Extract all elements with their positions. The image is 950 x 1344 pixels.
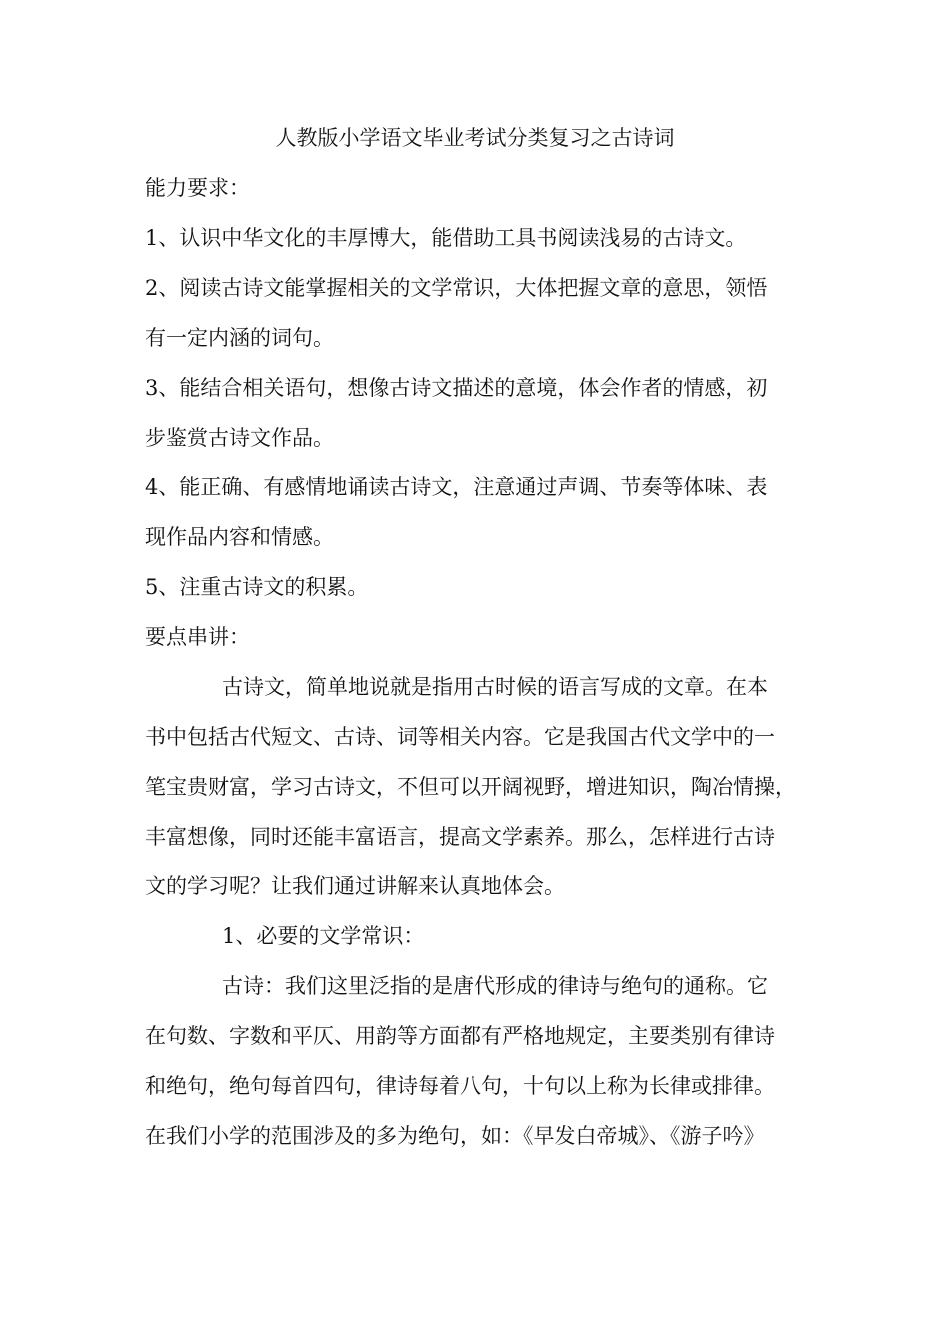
paragraph-poetry-line-4: 在我们小学的范围涉及的多为绝句，如：《早发白帝城》、《游子吟》 (145, 1124, 765, 1148)
requirement-3-line-1: 3、能结合相关语句，想像古诗文描述的意境，体会作者的情感，初 (145, 376, 768, 400)
heading-key-points: 要点串讲： (145, 625, 250, 649)
paragraph-intro-line-2: 书中包括古代短文、古诗、词等相关内容。它是我国古代文学中的一 (145, 725, 775, 749)
paragraph-intro-line-3: 笔宝贵财富，学习古诗文，不但可以开阔视野，增进知识，陶冶情操， (145, 775, 796, 799)
heading-ability-requirements: 能力要求： (145, 176, 250, 200)
section-heading-literary-knowledge: 1、必要的文学常识： (222, 924, 425, 948)
requirement-4-line-2: 现作品内容和情感。 (145, 525, 334, 549)
requirement-4-line-1: 4、能正确、有感情地诵读古诗文，注意通过声调、节奏等体味、表 (145, 475, 768, 499)
requirement-2-line-1: 2、阅读古诗文能掌握相关的文学常识，大体把握文章的意思，领悟 (145, 276, 768, 300)
paragraph-intro-line-1: 古诗文，简单地说就是指用古时候的语言写成的文章。在本 (222, 675, 768, 699)
paragraph-intro-line-4: 丰富想像，同时还能丰富语言，提高文学素养。那么，怎样进行古诗 (145, 825, 775, 849)
requirement-5: 5、注重古诗文的积累。 (145, 575, 369, 599)
requirement-2-line-2: 有一定内涵的词句。 (145, 326, 334, 350)
document-title: 人教版小学语文毕业考试分类复习之古诗词 (275, 126, 675, 150)
requirement-1: 1、认识中华文化的丰厚博大，能借助工具书阅读浅易的古诗文。 (145, 226, 747, 250)
paragraph-poetry-line-1: 古诗：我们这里泛指的是唐代形成的律诗与绝句的通称。它 (222, 974, 768, 998)
paragraph-poetry-line-3: 和绝句，绝句每首四句，律诗每着八句，十句以上称为长律或排律。 (145, 1074, 775, 1098)
paragraph-intro-line-5: 文的学习呢？让我们通过讲解来认真地体会。 (145, 874, 565, 898)
paragraph-poetry-line-2: 在句数、字数和平仄、用韵等方面都有严格地规定，主要类别有律诗 (145, 1024, 775, 1048)
requirement-3-line-2: 步鉴赏古诗文作品。 (145, 426, 334, 450)
